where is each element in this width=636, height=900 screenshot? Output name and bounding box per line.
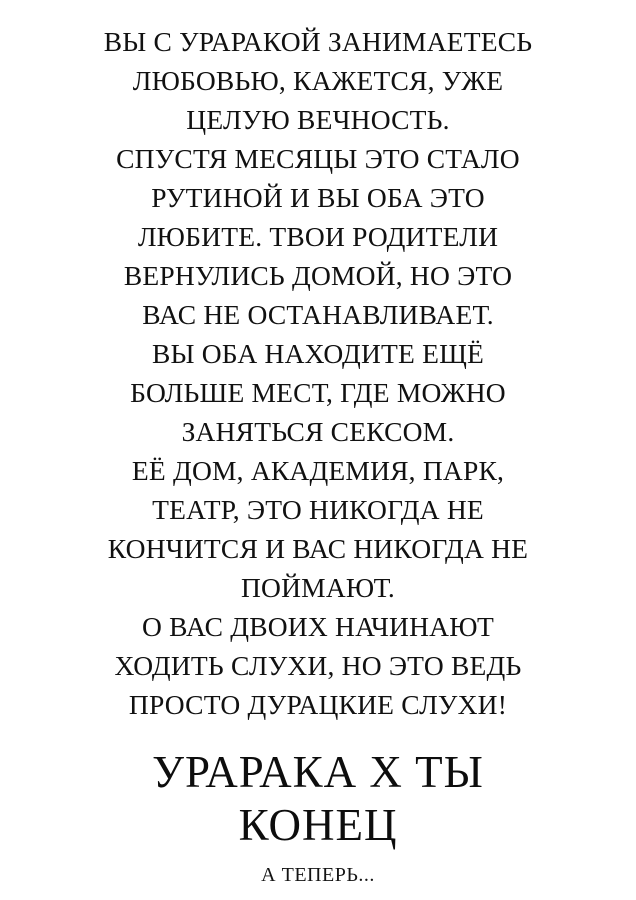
body-line: ВЫ С УРАРАКОЙ ЗАНИМАЕТЕСЬ: [103, 26, 533, 57]
title-line: КОНЕЦ: [238, 800, 398, 850]
body-line: ТЕАТР, ЭТО НИКОГДА НЕ: [152, 494, 484, 525]
body-line: ЛЮБИТЕ. ТВОИ РОДИТЕЛИ: [137, 221, 499, 252]
body-line: ПРОСТО ДУРАЦКИЕ СЛУХИ!: [128, 689, 508, 720]
body-line: КОНЧИТСЯ И ВАС НИКОГДА НЕ: [107, 533, 529, 564]
footer-note: А ТЕПЕРЬ...: [261, 864, 375, 886]
narrative-text-block: [24, 22, 612, 724]
body-line: ЕЁ ДОМ, АКАДЕМИЯ, ПАРК,: [131, 455, 505, 486]
body-line: ЛЮБОВЬЮ, КАЖЕТСЯ, УЖЕ: [132, 65, 504, 96]
body-line: ПОЙМАЮТ.: [241, 572, 395, 603]
body-line: О ВАС ДВОИХ НАЧИНАЮТ: [142, 611, 494, 642]
page-title: [24, 746, 612, 852]
body-line: РУТИНОЙ И ВЫ ОБА ЭТО: [151, 182, 485, 213]
body-line: ВЕРНУЛИСЬ ДОМОЙ, НО ЭТО: [123, 260, 513, 291]
body-line: БОЛЬШЕ МЕСТ, ГДЕ МОЖНО: [130, 377, 506, 408]
body-line: ХОДИТЬ СЛУХИ, НО ЭТО ВЕДЬ: [114, 650, 522, 681]
body-line: ВАС НЕ ОСТАНАВЛИВАЕТ.: [142, 299, 494, 330]
body-line: ЗАНЯТЬСЯ СЕКСОМ.: [181, 416, 455, 447]
body-line: СПУСТЯ МЕСЯЦЫ ЭТО СТАЛО: [116, 143, 520, 174]
title-line: УРАРАКА Х ТЫ: [152, 747, 484, 797]
body-line: ВЫ ОБА НАХОДИТЕ ЕЩЁ: [151, 338, 485, 369]
body-line: ЦЕЛУЮ ВЕЧНОСТЬ.: [186, 104, 450, 135]
